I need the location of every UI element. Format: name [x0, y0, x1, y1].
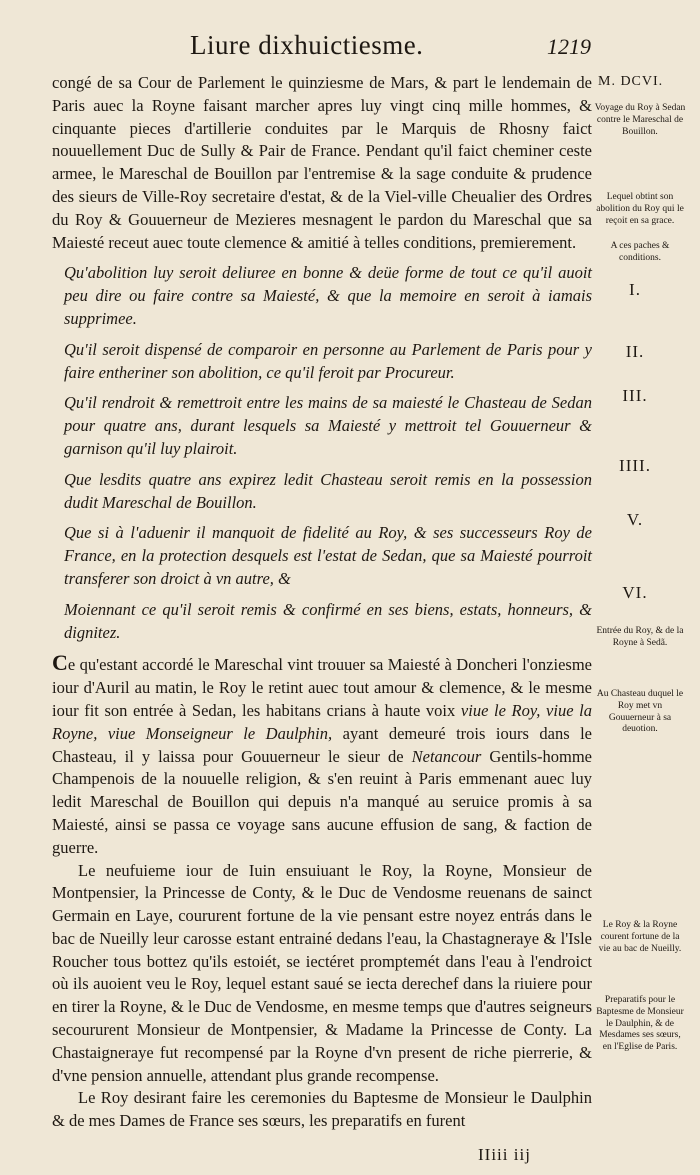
article-5: Que si à l'aduenir il manquoit de fidelité au Roy, & ses successeurs Roy de France, en la protection desquels est l'estat de Sedan, que sa Maiesté pourroit transferer son droict à vn autre, & [64, 523, 592, 588]
article-2: Qu'il seroit dispensé de comparoir en personne au Parlement de Paris pour y faire entheriner son abolition, ce qu'il feroit par Procureur. [64, 339, 592, 382]
article-4: Que lesdits quatre ans expirez ledit Chasteau seroit remis en la possession dudit Mareschal de Bouillon. [64, 469, 592, 512]
paragraph-entree-text-c: Gentils-homme Champenois de la nouuelle religion, & s'en reuint à Paris emmenant auec luy ledit Mareschal de Bouillon qui depuis n'a manqué au seruice promis à sa Maiesté, ainsi se passa ce voyage sans aucune effusion de sang, & faction de guerre. [52, 746, 592, 857]
paragraph-entree-text-a: e qu'estant accordé le Mareschal vint trouuer sa Maiesté à Doncheri l'onziesme iour d'Auril au matin, le Roy le retint auec tout amour & clemence, & le mesme iour fit son entrée à Sedan, les habitans crians à haute voix [52, 655, 592, 720]
article-numeral-6: VI. [622, 583, 648, 602]
margin-note-voyage: Voyage du Roy à Sedan contre le Mareschal de Bouillon. [594, 103, 686, 137]
margin-year: M. DCVI. [598, 74, 664, 89]
article-3: Qu'il rendroit & remettroit entre les mains de sa maiesté le Chasteau de Sedan pour quatre ans, durant lesquels sa Maiesté y mettroit tel Gouuerneur & garnison qu'il luy plairoit. [64, 393, 592, 458]
article-numeral-2: II. [625, 342, 645, 361]
margin-note-bac: Le Roy & la Royne courent fortune de la vie au bac de Nueilly. [598, 920, 682, 954]
main-text [52, 72, 592, 1133]
margin-note-entree: Entrée du Roy, & de la Royne à Sedã. [596, 626, 684, 648]
article-numeral-5: V. [626, 510, 644, 529]
folio-number: 1219 [547, 34, 591, 59]
running-head-title: Liure dixhuictiesme. [190, 30, 424, 60]
initial-letter: C [52, 650, 68, 676]
governor-name: Netancour [411, 746, 482, 766]
paragraph-voyage: congé de sa Cour de Parlement le quinziesme de Mars, & part le lendemain de Paris auec la Royne faisant marcher apres luy vingt cinq mille hommes, & cinquante pieces d'artillerie conduites par le Marquis de Rhosny faict nouuellement Duc de Sully & Pair de France. Pendant qu'il faict cheminer ceste armee, le Mareschal de Bouillon par l'entremise & la sage conduite & prudence des sieurs de Ville-Roy secretaire d'estat, & de la Viel-ville Cheualier des Ordres du Roy & Gouuerneur de Mezieres mesnagent le pardon du Mareschal que sa Maiesté receut auec toute clemence & amitié à telles conditions, premierement. [52, 73, 592, 252]
margin-note-conditions: A ces paches & conditions. [610, 241, 670, 263]
article-numeral-3: III. [622, 386, 648, 405]
article-6: Moiennant ce qu'il seroit remis & confirmé en ses biens, estats, honneurs, & dignitez. [64, 599, 592, 642]
article-1: Qu'abolition luy seroit deliuree en bonne & deüe forme de tout ce qu'il auoit peu dire ou faire contre sa Maiesté, & que la memoire en seroit à iamais supprimee. [64, 263, 592, 328]
signature-mark: IIiii iij [478, 1145, 531, 1164]
margin-note-abolition: Lequel obtint son abolition du Roy qui le reçoit en sa grace. [596, 192, 684, 226]
paragraph-entree [52, 652, 592, 859]
acclamation: viue le Roy, viue la Royne, viue Monseigneur le Daulphin, [52, 700, 592, 743]
margin-note-baptesme: Preparatifs pour le Baptesme de Monsieur le Daulphin, & de Mesdames ses sœurs, en l'Eglise de Paris. [596, 995, 684, 1053]
margin-note-chasteau: Au Chasteau duquel le Roy met vn Gouuerneur à sa deuotion. [596, 689, 684, 735]
article-numeral-1: I. [629, 280, 641, 299]
article-numeral-4: IIII. [619, 456, 651, 475]
paragraph-baptesme: Le Roy desirant faire les ceremonies du Baptesme de Monsieur le Daulphin & de mes Dames de France ses sœurs, les preparatifs en furent [52, 1088, 592, 1131]
paragraph-nueilly: Le neufuieme iour de Iuin ensuiuant le Roy, la Royne, Monsieur de Montpensier, la Princesse de Conty, & le Duc de Vendosme reuenans de sainct Germain en Laye, coururent fortune de la vie pensant estre noyez entrás dans le bac de Nueilly leur carosse estant entrainé dedans l'eau, la Chastagneraye & l'Isle Roucher tous bottez qu'ils estoiét, se iectéret promptemét dans l'eau à l'endroict où ils auoient veu le Roy, lequel estant saué se iecta derechef dans la riuiere pour en tirer la Royne, & le Duc de Vendosme, en mesme temps que d'autres seigneurs secoururent Monsieur de Montpensier, & Madame la Princesse de Conty. La Chastaigneraye fut recompensé par la Royne d'vn present de riche pierrerie, & d'vne pension annuelle, attendant plus grande recompense. [52, 860, 592, 1085]
paragraph-entree-text-b: ayant demeuré trois iours dans le Chasteau, il y laissa pour Gouuerneur le sieur de [52, 723, 592, 766]
